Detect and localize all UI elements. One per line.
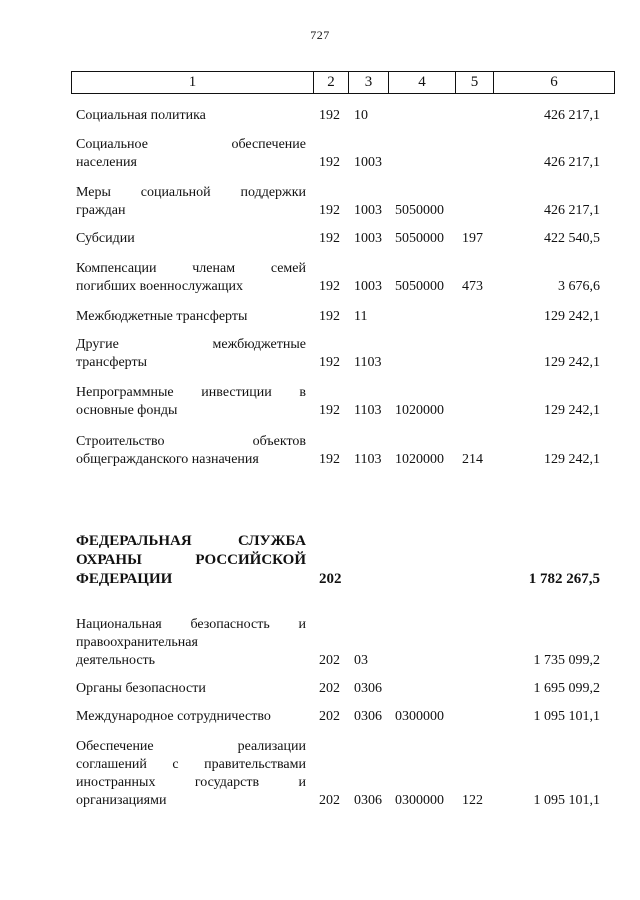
table-header xyxy=(71,71,615,94)
row-name xyxy=(76,107,306,125)
cell-c3: 1103 xyxy=(354,355,382,370)
row-name-line: соглашений с правительствами xyxy=(76,757,306,772)
cell-c3: 1003 xyxy=(354,155,382,170)
cell-c6: 129 242,1 xyxy=(544,355,600,370)
page-number: 727 xyxy=(310,28,330,42)
row-name-line: Обеспечение реализации xyxy=(76,739,306,754)
row-name-line: Международное сотрудничество xyxy=(76,709,271,724)
cell-c4: 0300000 xyxy=(395,793,444,808)
row-name-line: граждан xyxy=(76,203,126,218)
cell-c2: 192 xyxy=(319,108,340,123)
cell-c6: 129 242,1 xyxy=(544,309,600,324)
cell-c4: 1020000 xyxy=(395,403,444,418)
header-col-5: 5 xyxy=(456,72,494,93)
cell-c3: 1003 xyxy=(354,279,382,294)
header-col-4: 4 xyxy=(389,72,456,93)
header-col-3: 3 xyxy=(349,72,389,93)
cell-c2: 192 xyxy=(319,309,340,324)
cell-c3: 11 xyxy=(354,309,368,324)
cell-c5: 122 xyxy=(462,793,483,808)
cell-c3: 1003 xyxy=(354,231,382,246)
cell-c6: 129 242,1 xyxy=(544,452,600,467)
cell-c3: 0306 xyxy=(354,793,382,808)
cell-c4: 0300000 xyxy=(395,709,444,724)
cell-c6: 1 095 101,1 xyxy=(533,793,600,808)
row-name-line: Социальная политика xyxy=(76,108,206,123)
cell-c4: 5050000 xyxy=(395,203,444,218)
row-name-line: Социальное обеспечение xyxy=(76,137,306,152)
cell-c2: 192 xyxy=(319,452,340,467)
row-name-line: трансферты xyxy=(76,355,148,370)
cell-c3: 10 xyxy=(354,108,368,123)
cell-c2: 192 xyxy=(319,203,340,218)
cell-c3: 0306 xyxy=(354,681,382,696)
cell-c2: 192 xyxy=(319,279,340,294)
cell-c2: 202 xyxy=(319,653,340,668)
row-name-line: Межбюджетные трансферты xyxy=(76,309,248,324)
cell-c3: 1003 xyxy=(354,203,382,218)
cell-c6: 1 095 101,1 xyxy=(533,709,600,724)
header-col-6: 6 xyxy=(550,74,558,90)
row-name-line: погибших военнослужащих xyxy=(76,279,244,294)
cell-c2: 192 xyxy=(319,355,340,370)
cell-c5: 473 xyxy=(462,279,483,294)
row-name xyxy=(76,708,306,726)
row-name-line: населения xyxy=(76,155,137,170)
row-name-line: общегражданского назначения xyxy=(76,452,259,467)
row-name xyxy=(76,680,306,698)
cell-c6: 426 217,1 xyxy=(544,203,600,218)
row-name xyxy=(76,260,306,296)
cell-c4: 1020000 xyxy=(395,452,444,467)
row-name xyxy=(76,308,306,326)
row-name xyxy=(76,384,306,420)
header-col-2: 2 xyxy=(314,72,349,93)
row-name-line: Компенсации членам семей xyxy=(76,261,306,276)
row-name-line: ОХРАНЫ РОССИЙСКОЙ xyxy=(76,552,306,568)
row-name xyxy=(76,184,306,220)
cell-c6: 129 242,1 xyxy=(544,403,600,418)
row-name xyxy=(76,336,306,372)
row-name-line: иностранных государств и xyxy=(76,775,306,790)
row-name-line: ФЕДЕРАЦИИ xyxy=(76,571,173,587)
cell-c2: 202 xyxy=(319,709,340,724)
row-name-line: правоохранительная xyxy=(76,635,198,650)
cell-c6: 426 217,1 xyxy=(544,155,600,170)
row-name-line: основные фонды xyxy=(76,403,178,418)
row-name xyxy=(76,230,306,248)
cell-c2: 202 xyxy=(319,793,340,808)
row-name xyxy=(76,532,306,589)
cell-c6: 1 735 099,2 xyxy=(533,653,600,668)
row-name-line: Строительство объектов xyxy=(76,434,306,449)
cell-c6: 1 782 267,5 xyxy=(528,571,600,587)
row-name-line: Меры социальной поддержки xyxy=(76,185,306,200)
cell-c5: 197 xyxy=(462,231,483,246)
cell-c2: 192 xyxy=(319,231,340,246)
header-col-1: 1 xyxy=(72,72,314,93)
cell-c3: 03 xyxy=(354,653,368,668)
row-name-line: Субсидии xyxy=(76,231,135,246)
cell-c2: 202 xyxy=(319,681,340,696)
cell-c6: 1 695 099,2 xyxy=(533,681,600,696)
cell-c2: 192 xyxy=(319,155,340,170)
cell-c6: 426 217,1 xyxy=(544,108,600,123)
cell-c6: 3 676,6 xyxy=(558,279,600,294)
cell-c4: 5050000 xyxy=(395,279,444,294)
row-name-line: Органы безопасности xyxy=(76,681,206,696)
row-name xyxy=(76,136,306,172)
cell-c2: 202 xyxy=(319,571,342,587)
cell-c3: 1103 xyxy=(354,403,382,418)
cell-c6: 422 540,5 xyxy=(544,231,600,246)
cell-c4: 5050000 xyxy=(395,231,444,246)
row-name-line: Другие межбюджетные xyxy=(76,337,306,352)
row-name xyxy=(76,738,306,810)
cell-c5: 214 xyxy=(462,452,483,467)
cell-c3: 0306 xyxy=(354,709,382,724)
row-name-line: организациями xyxy=(76,793,167,808)
row-name-line: Национальная безопасность и xyxy=(76,617,306,632)
row-name-line: деятельность xyxy=(76,653,156,668)
cell-c2: 192 xyxy=(319,403,340,418)
row-name xyxy=(76,433,306,469)
row-name-line: ФЕДЕРАЛЬНАЯ СЛУЖБА xyxy=(76,533,306,549)
row-name xyxy=(76,616,306,670)
cell-c3: 1103 xyxy=(354,452,382,467)
row-name-line: Непрограммные инвестиции в xyxy=(76,385,306,400)
